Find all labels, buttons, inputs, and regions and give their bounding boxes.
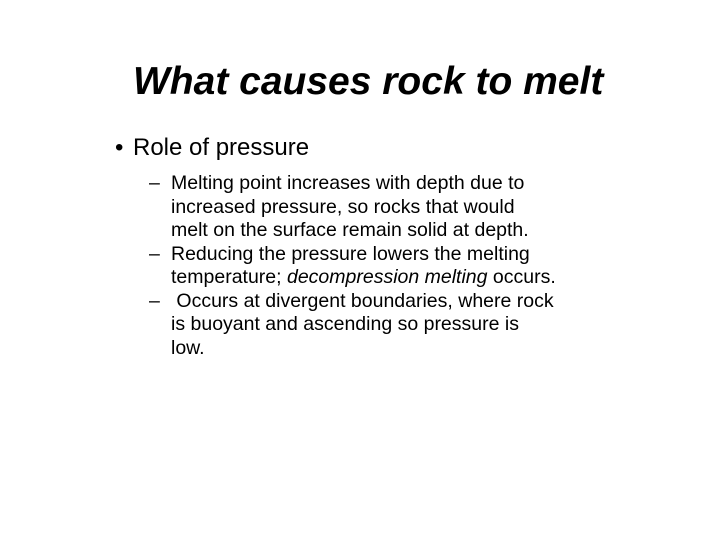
sub-bullet-line: melt on the surface remain solid at depth. bbox=[171, 219, 529, 241]
sub-bullet-divergent-boundaries bbox=[149, 290, 709, 361]
sub-bullet-line: Reducing the pressure lowers the melting bbox=[171, 242, 530, 265]
text-segment: temperature; bbox=[171, 266, 287, 288]
sub-bullet-line: low. bbox=[171, 336, 205, 359]
emphasis-decompression-melting: decompression melting bbox=[286, 266, 488, 288]
sub-bullet-line: is buoyant and ascending so pressure is bbox=[171, 313, 519, 335]
sub-bullet-line: increased pressure, so rocks that would bbox=[171, 195, 515, 218]
dash-marker: – bbox=[149, 172, 160, 194]
slide-title: What causes rock to melt bbox=[133, 60, 604, 103]
bullet-role-of-pressure bbox=[115, 133, 309, 163]
sub-bullet-line bbox=[171, 266, 709, 290]
bullet-text: Role of pressure bbox=[133, 134, 310, 161]
sub-bullet-line: Occurs at divergent boundaries, where rock bbox=[171, 289, 554, 312]
sub-bullet-melting-point bbox=[149, 172, 709, 243]
dash-marker: – bbox=[149, 242, 160, 265]
bullet-marker: • bbox=[115, 134, 124, 161]
sub-bullet-list bbox=[149, 172, 709, 360]
text-segment: occurs. bbox=[487, 266, 556, 288]
sub-bullet-reducing-pressure bbox=[149, 243, 709, 290]
sub-bullet-line: Melting point increases with depth due to bbox=[171, 172, 525, 194]
dash-marker: – bbox=[149, 289, 160, 312]
